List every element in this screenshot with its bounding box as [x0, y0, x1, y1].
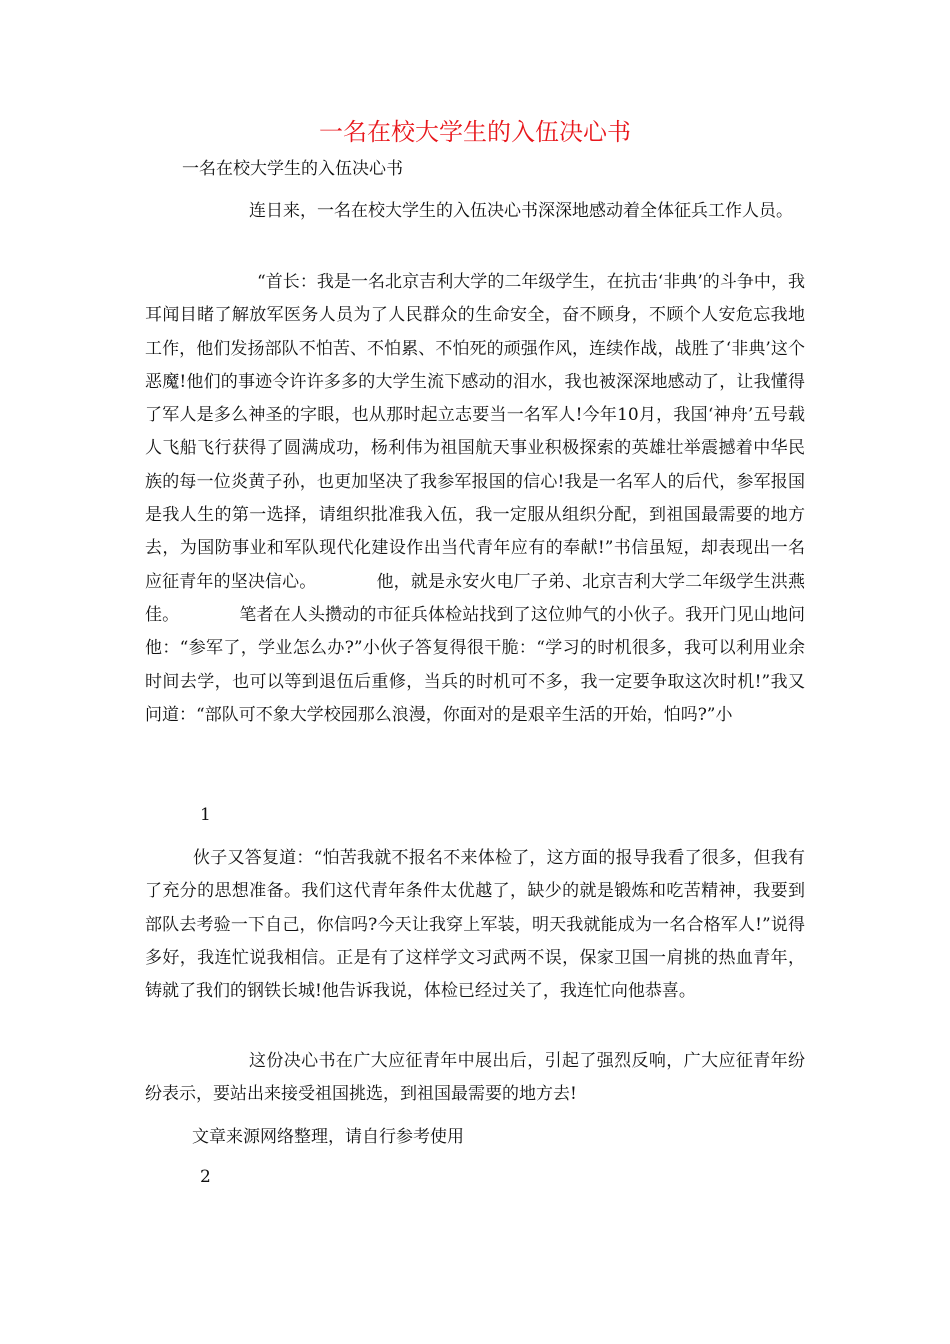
paragraph-response: 这份决心书在广大应征青年中展出后，引起了强烈反响，广大应征青年纷纷表示，要站出来接受祖国挑选，到祖国最需要的地方去! [145, 1051, 805, 1105]
document-title: 一名在校大学生的入伍决心书 [319, 118, 631, 146]
page-number-1: 1 [200, 805, 211, 825]
page-number-2: 2 [200, 1167, 211, 1187]
paragraph-letter: “首长：我是一名北京吉利大学的二年级学生，在抗击‘非典’的斗争中，我耳闻目睹了解放军医务人员为了人民群众的生命安全，奋不顾身，不顾个人安危忘我地工作，他们发扬部队不怕苦、不怕累、不怕死的顽强作风，连续作战，战胜了‘非典’这个恶魔!他们的事迹令许许多多的大学生流下感动的泪水，我也被深深地感动了，让我懂得了军人是多么神圣的字眼，也从那时起立志要当一名军人!今年10月，我国‘神舟’五号载人飞船飞行获得了圆满成功，杨利伟为祖国航天事业积极探索的英雄壮举震撼着中华民族的每一位炎黄子孙，也更加坚决了我参军报国的信心!我是一名军人的后代，参军报国是我人生的第一选择，请组织批准我入伍，我一定服从组织分配，到祖国最需要的地方去，为国防事业和军队现代化建设作出当代青年应有的奉献!”书信虽短，却表现出一名应征青年的坚决信心。 他，就是永安火电厂子弟、北京吉利大学二年级学生洪燕佳。 笔者在人头攒动的市征兵体检站找到了这位帅气的小伙子。我开门见山地问他：“参军了，学业怎么办?”小伙子答复得很干脆：“学习的时机很多，我可以利用业余时间去学，也可以等到退伍后重修，当兵的时机可不多，我一定要争取这次时机!”我又问道：“部队可不象大学校园那么浪漫，你面对的是艰辛生活的开始，怕吗?”小 [145, 272, 805, 725]
paragraph-continuation: 伙子又答复道：“怕苦我就不报名不来体检了，这方面的报导我看了很多，但我有了充分的思想准备。我们这代青年条件太优越了，缺少的就是锻炼和吃苦精神，我要到部队去考验一下自己，你信吗?今天让我穿上军装，明天我就能成为一名合格军人!”说得多好，我连忙说我相信。正是有了这样学文习武两不误，保家卫国一肩挑的热血青年，铸就了我们的钢铁长城!他告诉我说，体检已经过关了，我连忙向他恭喜。 [145, 848, 805, 1002]
paragraph-intro: 连日来，一名在校大学生的入伍决心书深深地感动着全体征兵工作人员。 [249, 201, 793, 221]
document-subtitle: 一名在校大学生的入伍决心书 [182, 159, 403, 179]
source-note: 文章来源网络整理，请自行参考使用 [192, 1127, 464, 1147]
